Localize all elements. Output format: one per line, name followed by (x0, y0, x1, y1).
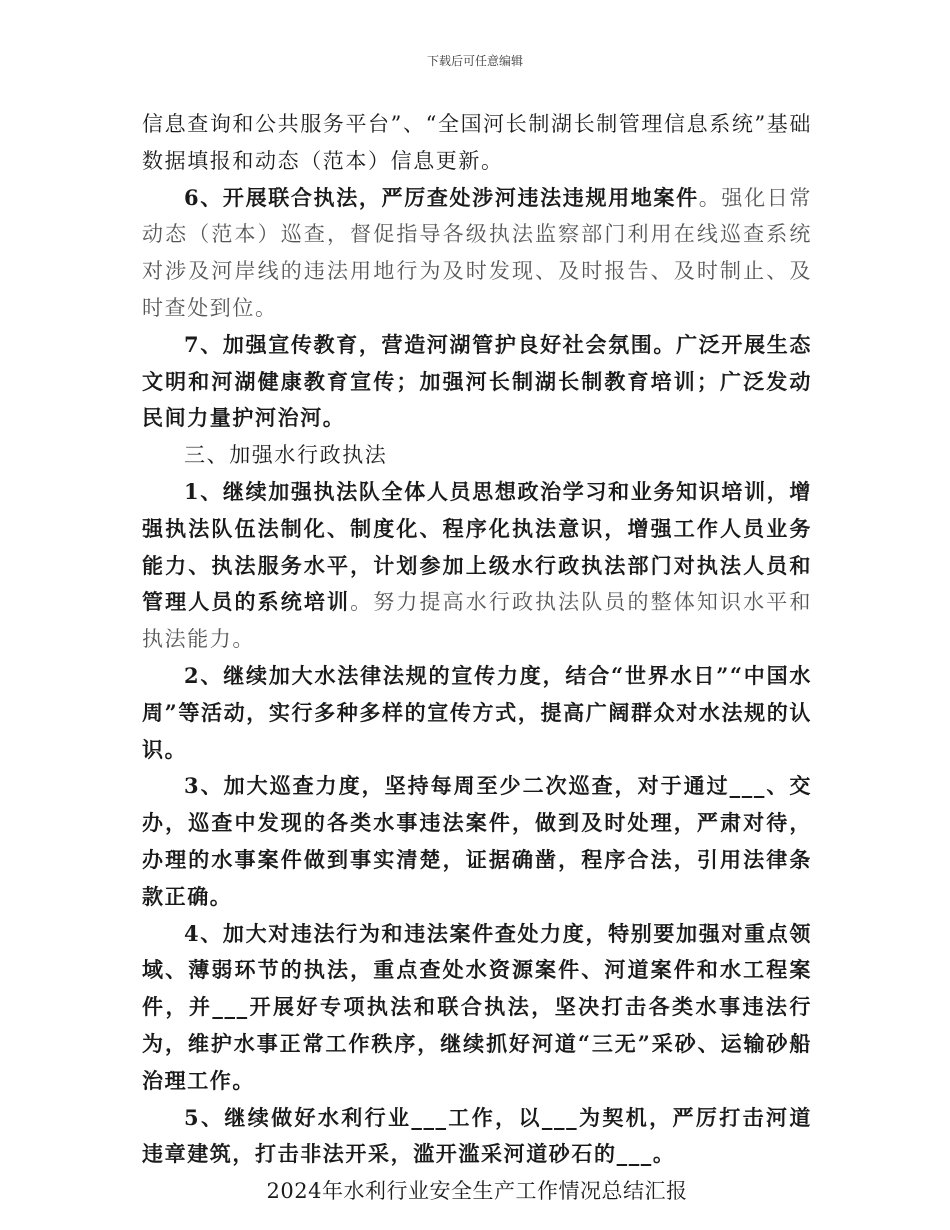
document-body (142, 106, 812, 1210)
paragraph-law-1-body: 。努力提高水行政执法队员的整体知识水平和执法能力。 (142, 590, 812, 652)
paragraph-item-6-body: 。强化日常动态（范本）巡查，督促指导各级执法监察部门利用在线巡查系统对涉及河岸线的违法用地行为及时发现、及时报告、及时制止、及时查处到位。 (142, 185, 812, 320)
paragraph-law-4: 4、加大对违法行为和违法案件查处力度，特别要加强对重点领域、薄弱环节的执法，重点查处水资源案件、河道案件和水工程案件，并___开展好专项执法和联合执法，坚决打击各类水事违法行为，维护水事正常工作秩序，继续抓好河道“三无”采砂、运输砂船治理工作。 (142, 920, 812, 1093)
paragraph-law-3: 3、加大巡查力度，坚持每周至少二次巡查，对于通过___、交办，巡查中发现的各类水事违法案件，做到及时处理，严肃对待，办理的水事案件做到事实清楚，证据确凿，程序合法，引用法律条款正确。 (142, 773, 812, 909)
paragraph-item-7: 7、加强宣传教育，营造河湖管护良好社会氛围。广泛开展生态文明和河湖健康教育宣传；加强河长制湖长制教育培训；广泛发动民间力量护河治河。 (142, 331, 812, 431)
paragraph-item-6-heading: 6、开展联合执法，严厉查处涉河违法违规用地案件 (184, 184, 699, 210)
page-header: 下载后可任意编辑 (426, 54, 523, 68)
document-title: 2024年水利行业安全生产工作情况总结汇报 (266, 1179, 688, 1204)
paragraph-continuation: 信息查询和公共服务平台”、“全国河长制湖长制管理信息系统”基础数据填报和动态（范本）信息更新。 (142, 112, 812, 173)
paragraph-item-6 (142, 180, 812, 327)
paragraph-law-1-heading: 1、继续加强执法队全体人员思想政治学习和业务知识培训，增强执法队伍法制化、制度化、程序化执法意识，增强工作人员业务能力、执法服务水平，计划参加上级水行政执法部门对执法人员和管理人员的系统培训 (142, 478, 812, 615)
paragraph-law-2: 2、继续加大水法律法规的宣传力度，结合“世界水日”“中国水周”等活动，实行多种多样的宣传方式，提高广阔群众对水法规的认识。 (142, 662, 812, 762)
paragraph-law-5: 5、继续做好水利行业___工作，以___为契机，严厉打击河道违章建筑，打击非法开采，滥开滥采河道砂石的___。 (142, 1104, 812, 1167)
section-heading-3: 三、加强水行政执法 (184, 443, 388, 468)
paragraph-law-1 (142, 474, 812, 658)
